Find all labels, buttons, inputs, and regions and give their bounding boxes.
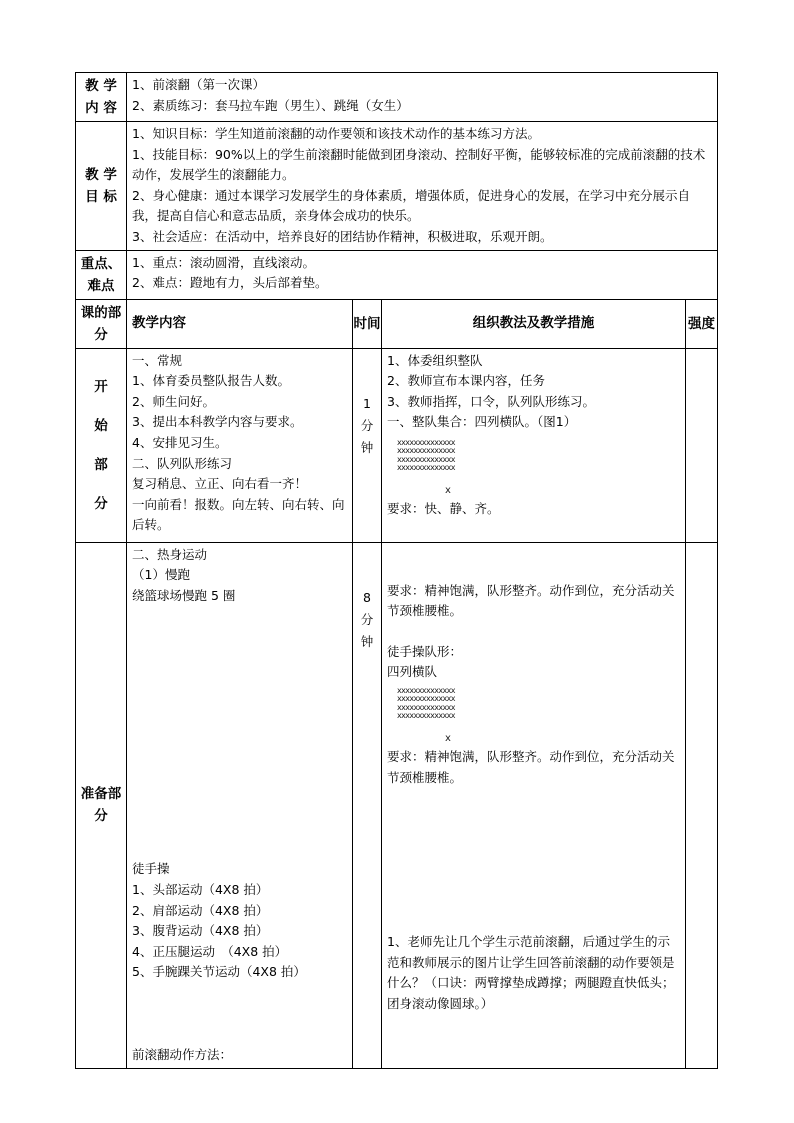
goal-health: 2、身心健康：通过本课学习发展学生的身体素质，增强体质，促进身心的发展，在学习中充分展示自我，提高自信心和意志品质，亲身体会成功的快乐。 (132, 187, 690, 224)
start-row (76, 348, 718, 542)
content-line-2: 2、素质练习：套马拉车跑（男生）、跳绳（女生） (132, 97, 409, 113)
key-cell (127, 250, 718, 299)
start-time-cell: 1 分 钟 (353, 348, 382, 542)
key-row (76, 250, 718, 299)
key-label: 重点、难点 (76, 250, 127, 299)
header-method: 组织教法及教学措施 (382, 299, 686, 348)
prep-requirement-2: 要求：精神饱满，队形整齐。动作到位，充分活动关节颈椎腰椎。 (387, 748, 675, 785)
header-part: 课的部分 (76, 299, 127, 348)
prep-requirement-1: 要求：精神饱满，队形整齐。动作到位，充分活动关节颈椎腰椎。 (387, 582, 675, 619)
content-label: 教 学 内 容 (76, 73, 127, 122)
goals-label: 教 学 目 标 (76, 122, 127, 251)
goal-knowledge: 1、知识目标：学生知道前滚翻的动作要领和该技术动作的基本练习方法。 (132, 126, 540, 141)
prep-part-label: 准备部分 (76, 542, 127, 1068)
prep-row (76, 542, 718, 1068)
key-point: 1、重点：滚动圆滑，直线滚动。 (132, 254, 315, 270)
start-method-cell: 1、体委组织整队 2、教师宣布本课内容，任务 3、教师指挥，口令，队列队形练习。 一、整队集合：四列横队。（图1） ⅹⅹⅹⅹⅹⅹⅹⅹⅹⅹⅹⅹⅹⅹ ⅹⅹⅹⅹⅹⅹⅹⅹⅹⅹⅹⅹⅹⅹ ⅹⅹⅹⅹⅹⅹⅹⅹⅹⅹⅹⅹⅹⅹ ⅹⅹⅹⅹⅹⅹⅹⅹⅹⅹⅹⅹⅹⅹ ⅹ 要求：快、静、齐。 (382, 348, 686, 542)
start-requirement: 要求：快、静、齐。 (387, 500, 500, 516)
prep-content-cell: 二、热身运动 （1）慢跑 绕篮球场慢跑 5 圈 徒手操 1、头部运动（4X8 拍） 2、肩部运动（4X8 拍） 3、腹背运动（4X8 拍） 4、正压腿运动 （4X8 拍） 5、手腕踝关节运动（4X8 拍） 前滚翻动作方法： (127, 542, 353, 1068)
content-line-1: 1、前滚翻（第一次课） (132, 77, 265, 92)
prep-demo-text: 1、老师先让几个学生示范前滚翻，后通过学生的示范和教师展示的图片让学生回答前滚翻的动作要领是什么？（口诀：两臂撑垫成蹲撑；两腿蹬直快低头；团身滚动像圆球。） (387, 934, 675, 1011)
start-intensity-cell (686, 348, 718, 542)
content-cell (127, 73, 718, 122)
goals-row (76, 122, 718, 251)
start-content-cell: 一、常规 1、体育委员整队报告人数。 2、师生问好。 3、提出本科教学内容与要求。 4、安排见习生。 二、队列队形练习 复习稍息、立正、向右看一齐！ 一向前看！报数。向左转、向右转、向后转。 (127, 348, 353, 542)
header-time: 时间 (353, 299, 382, 348)
formation-diagram-prep: ⅹⅹⅹⅹⅹⅹⅹⅹⅹⅹⅹⅹⅹⅹ ⅹⅹⅹⅹⅹⅹⅹⅹⅹⅹⅹⅹⅹⅹ ⅹⅹⅹⅹⅹⅹⅹⅹⅹⅹⅹⅹⅹⅹ ⅹⅹⅹⅹⅹⅹⅹⅹⅹⅹⅹⅹⅹⅹ (397, 685, 455, 721)
header-row (76, 299, 718, 348)
prep-method-cell: 要求：精神饱满，队形整齐。动作到位，充分活动关节颈椎腰椎。 徒手操队形： 四列横队 ⅹⅹⅹⅹⅹⅹⅹⅹⅹⅹⅹⅹⅹⅹ ⅹⅹⅹⅹⅹⅹⅹⅹⅹⅹⅹⅹⅹⅹ ⅹⅹⅹⅹⅹⅹⅹⅹⅹⅹⅹⅹⅹⅹ ⅹⅹⅹⅹⅹⅹⅹⅹⅹⅹⅹⅹⅹⅹ ⅹ 要求：精神饱满，队形整齐。动作到位，充分活动关节颈椎腰椎。 1、老师先让几个学生示范前滚翻，后通过学生的示范和教师展示的图片让学生回答前滚翻的动作要领是什么？（口诀：两臂撑垫成蹲撑；两腿蹬直快低头；团身滚动像圆球。） (382, 542, 686, 1068)
formation-diagram-start: ⅹⅹⅹⅹⅹⅹⅹⅹⅹⅹⅹⅹⅹⅹ ⅹⅹⅹⅹⅹⅹⅹⅹⅹⅹⅹⅹⅹⅹ ⅹⅹⅹⅹⅹⅹⅹⅹⅹⅹⅹⅹⅹⅹ ⅹⅹⅹⅹⅹⅹⅹⅹⅹⅹⅹⅹⅹⅹ (397, 437, 455, 473)
goal-social: 3、社会适应：在活动中，培养良好的团结协作精神，积极进取，乐观开朗。 (132, 228, 553, 244)
prep-time-cell: 8 分 钟 (353, 542, 382, 1068)
prep-intensity-cell (686, 542, 718, 1068)
goal-skill: 1、技能目标：90%以上的学生前滚翻时能做到团身滚动、控制好平衡，能够较标准的完成前滚翻的技术动作，发展学生的滚翻能力。 (132, 146, 706, 183)
goals-cell (127, 122, 718, 251)
header-content: 教学内容 (127, 299, 353, 348)
header-intensity: 强度 (686, 299, 718, 348)
start-part-label: 开 始 部 分 (76, 348, 127, 542)
teacher-mark-start: ⅹ (445, 484, 451, 496)
difficult-point: 2、难点：蹬地有力，头后部着垫。 (132, 275, 328, 291)
content-row (76, 73, 718, 122)
lesson-plan-table (75, 72, 718, 1069)
teacher-mark-prep: ⅹ (445, 732, 451, 744)
